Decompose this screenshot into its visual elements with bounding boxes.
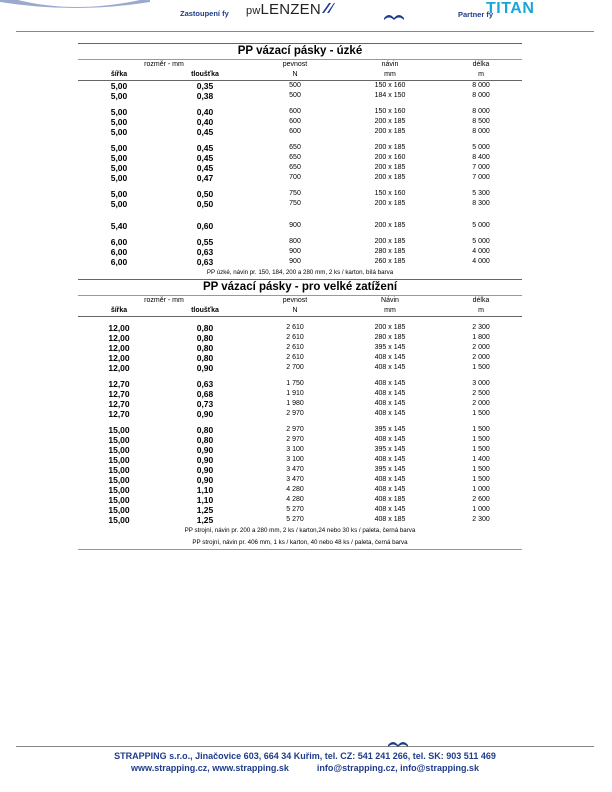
cell-winding: 408 x 145: [374, 400, 406, 407]
cell-length: 5 000: [472, 238, 490, 245]
cell-thickness: 0,47: [196, 173, 214, 183]
cell-width: 12,00: [108, 343, 130, 353]
cell-strength: 2 610: [286, 354, 304, 361]
table-row: [78, 515, 522, 525]
cell-thickness: 0,38: [196, 91, 214, 101]
cell-winding: 408 x 145: [374, 456, 406, 463]
cell-thickness: 0,80: [196, 323, 214, 333]
heavy-length-header: délka: [472, 297, 490, 304]
cell-winding: 408 x 185: [374, 496, 406, 503]
heavy-thickness-header: tloušťka: [160, 306, 250, 317]
cell-winding: 408 x 145: [374, 506, 406, 513]
table-row: [78, 107, 522, 117]
narrow-winding-unit: mm: [340, 70, 440, 81]
cell-thickness: 0,80: [196, 435, 214, 445]
cell-strength: 500: [289, 92, 301, 99]
cell-strength: 4 280: [286, 496, 304, 503]
cell-strength: 900: [289, 248, 301, 255]
cell-thickness: 0,63: [196, 257, 214, 267]
cell-winding: 200 x 185: [374, 144, 406, 151]
heavy-note-row: [78, 525, 522, 537]
table-row: [78, 173, 522, 183]
cell-winding: 408 x 145: [374, 486, 406, 493]
cell-width: 15,00: [108, 505, 130, 515]
heavy-size-header: rozměr - mm: [144, 297, 184, 304]
table-row: [78, 353, 522, 363]
cell-length: 2 600: [472, 496, 490, 503]
heavy-strength-unit: N: [250, 306, 340, 317]
cell-width: 12,00: [108, 363, 130, 373]
cell-winding: 395 x 145: [374, 466, 406, 473]
cell-length: 1 500: [472, 364, 490, 371]
partner-label: Partner fy: [458, 10, 494, 19]
lenzen-pw: pw: [246, 5, 261, 17]
cell-width: 5,00: [110, 143, 128, 153]
cell-width: 5,00: [110, 117, 128, 127]
cell-winding: 395 x 145: [374, 344, 406, 351]
narrow-length-unit: m: [440, 70, 522, 81]
cell-thickness: 1,10: [196, 485, 214, 495]
cell-width: 5,00: [110, 173, 128, 183]
table-row: [78, 379, 522, 389]
cell-winding: 408 x 145: [374, 390, 406, 397]
website-links[interactable]: www.strapping.cz, www.strapping.sk: [131, 763, 289, 773]
cell-length: 8 000: [472, 128, 490, 135]
cell-winding: 200 x 185: [374, 200, 406, 207]
table-row: [78, 81, 522, 92]
table-row: [78, 221, 522, 231]
cell-width: 12,00: [108, 333, 130, 343]
heavy-length-unit: m: [440, 306, 522, 317]
cell-width: 15,00: [108, 515, 130, 525]
table-row: [78, 143, 522, 153]
table-row: [78, 257, 522, 267]
cell-strength: 750: [289, 190, 301, 197]
narrow-title: PP vázací pásky - úzké: [78, 44, 522, 60]
cell-length: 5 300: [472, 190, 490, 197]
cell-strength: 2 970: [286, 436, 304, 443]
cell-length: 4 000: [472, 248, 490, 255]
heavy-winding-unit: mm: [340, 306, 440, 317]
cell-strength: 5 270: [286, 506, 304, 513]
cell-length: 8 500: [472, 118, 490, 125]
cell-length: 8 000: [472, 92, 490, 99]
cell-strength: 650: [289, 164, 301, 171]
cell-thickness: 0,90: [196, 455, 214, 465]
top-divider: [16, 31, 594, 32]
heavy-section: [78, 280, 522, 550]
table-row: [78, 425, 522, 435]
cell-winding: 200 x 185: [374, 222, 406, 229]
cell-length: 1 800: [472, 334, 490, 341]
table-row: [78, 435, 522, 445]
titan-logo: TITAN: [486, 0, 535, 17]
cell-winding: 200 x 185: [374, 164, 406, 171]
cell-winding: 260 x 185: [374, 258, 406, 265]
cell-length: 8 300: [472, 200, 490, 207]
cell-thickness: 0,80: [196, 333, 214, 343]
cell-strength: 5 270: [286, 516, 304, 523]
cell-width: 6,00: [110, 237, 128, 247]
price-table: [78, 43, 522, 550]
table-row: [78, 343, 522, 353]
cell-width: 15,00: [108, 435, 130, 445]
cell-strength: 700: [289, 174, 301, 181]
cell-thickness: 1,10: [196, 495, 214, 505]
cell-winding: 200 x 185: [374, 174, 406, 181]
cell-strength: 600: [289, 108, 301, 115]
cell-length: 1 000: [472, 506, 490, 513]
cell-thickness: 0,60: [196, 221, 214, 231]
cell-width: 12,70: [108, 379, 130, 389]
strapping-logo: [0, 0, 150, 10]
cell-length: 7 000: [472, 174, 490, 181]
row-spacer: [78, 209, 522, 221]
cell-thickness: 0,80: [196, 343, 214, 353]
cell-winding: 150 x 160: [374, 108, 406, 115]
cell-winding: 200 x 185: [374, 128, 406, 135]
cell-length: 1 500: [472, 466, 490, 473]
table-row: [78, 247, 522, 257]
heavy-width-header: šířka: [78, 306, 160, 317]
wave-icon: [384, 12, 404, 20]
cell-length: 2 000: [472, 344, 490, 351]
narrow-width-header: šířka: [78, 70, 160, 81]
page-footer: [16, 750, 594, 774]
table-row: [78, 485, 522, 495]
cell-winding: 200 x 185: [374, 118, 406, 125]
cell-thickness: 1,25: [196, 515, 214, 525]
company-address: STRAPPING s.r.o., Jinačovice 603, 664 34 Kuřim, tel. CZ: 541 241 266, tel. SK: 903 511 469: [114, 751, 496, 761]
cell-strength: 2 610: [286, 334, 304, 341]
cell-length: 8 000: [472, 82, 490, 89]
cell-winding: 280 x 185: [374, 334, 406, 341]
cell-length: 2 000: [472, 400, 490, 407]
cell-length: 8 400: [472, 154, 490, 161]
bottom-divider: [16, 746, 594, 747]
cell-width: 15,00: [108, 485, 130, 495]
cell-winding: 200 x 160: [374, 154, 406, 161]
cell-length: 2 000: [472, 354, 490, 361]
heavy-title: PP vázací pásky - pro velké zatížení: [78, 280, 522, 296]
table-row: [78, 455, 522, 465]
cell-thickness: 0,45: [196, 163, 214, 173]
cell-strength: 500: [289, 82, 301, 89]
cell-strength: 600: [289, 118, 301, 125]
cell-width: 15,00: [108, 465, 130, 475]
cell-thickness: 0,45: [196, 153, 214, 163]
cell-strength: 2 970: [286, 426, 304, 433]
cell-length: 2 500: [472, 390, 490, 397]
cell-width: 5,00: [110, 163, 128, 173]
cell-winding: 408 x 145: [374, 364, 406, 371]
cell-thickness: 0,35: [196, 81, 214, 91]
cell-winding: 280 x 185: [374, 248, 406, 255]
narrow-length-header: délka: [472, 61, 490, 68]
cell-length: 7 000: [472, 164, 490, 171]
cell-length: 5 000: [472, 222, 490, 229]
cell-thickness: 0,45: [196, 127, 214, 137]
narrow-strength-unit: N: [250, 70, 340, 81]
lenzen-logo: [246, 1, 335, 18]
cell-width: 5,00: [110, 199, 128, 209]
cell-strength: 2 970: [286, 410, 304, 417]
cell-length: 5 000: [472, 144, 490, 151]
cell-width: 5,00: [110, 107, 128, 117]
table-row: [78, 153, 522, 163]
cell-thickness: 1,25: [196, 505, 214, 515]
cell-width: 6,00: [110, 247, 128, 257]
cell-thickness: 0,63: [196, 247, 214, 257]
cell-thickness: 0,90: [196, 445, 214, 455]
cell-thickness: 0,90: [196, 409, 214, 419]
table-row: [78, 91, 522, 101]
cell-thickness: 0,55: [196, 237, 214, 247]
cell-thickness: 0,68: [196, 389, 214, 399]
cell-thickness: 0,45: [196, 143, 214, 153]
cell-width: 12,00: [108, 353, 130, 363]
cell-winding: 395 x 145: [374, 446, 406, 453]
cell-length: 4 000: [472, 258, 490, 265]
narrow-strength-header: pevnost: [282, 61, 308, 68]
table-row: [78, 465, 522, 475]
table-row: [78, 237, 522, 247]
cell-strength: 1 750: [286, 380, 304, 387]
cell-strength: 4 280: [286, 486, 304, 493]
cell-winding: 408 x 145: [374, 436, 406, 443]
cell-strength: 1 910: [286, 390, 304, 397]
cell-thickness: 0,50: [196, 189, 214, 199]
cell-strength: 3 100: [286, 446, 304, 453]
cell-strength: 3 470: [286, 476, 304, 483]
cell-winding: 200 x 185: [374, 324, 406, 331]
cell-width: 5,40: [110, 221, 128, 231]
represented-label: Zastoupení fy: [180, 9, 229, 18]
cell-length: 1 400: [472, 456, 490, 463]
cell-thickness: 0,90: [196, 465, 214, 475]
cell-width: 15,00: [108, 445, 130, 455]
cell-width: 5,00: [110, 91, 128, 101]
cell-winding: 150 x 160: [374, 82, 406, 89]
cell-winding: 408 x 145: [374, 380, 406, 387]
cell-thickness: 0,90: [196, 475, 214, 485]
cell-length: 1 500: [472, 426, 490, 433]
cell-strength: 650: [289, 144, 301, 151]
table-row: [78, 189, 522, 199]
table-row: [78, 389, 522, 399]
cell-winding: 395 x 145: [374, 426, 406, 433]
cell-width: 5,00: [110, 81, 128, 91]
heavy-winding-header: Návin: [381, 297, 399, 304]
cell-strength: 2 610: [286, 344, 304, 351]
narrow-note: PP úzké, návin pr. 150, 184, 200 a 280 mm, 2 ks / karton, bílá barva: [206, 269, 394, 276]
cell-thickness: 0,40: [196, 117, 214, 127]
cell-strength: 900: [289, 222, 301, 229]
cell-strength: 800: [289, 238, 301, 245]
cell-thickness: 0,40: [196, 107, 214, 117]
cell-length: 3 000: [472, 380, 490, 387]
table-row: [78, 495, 522, 505]
table-row: [78, 363, 522, 373]
cell-winding: 184 x 150: [374, 92, 406, 99]
cell-thickness: 0,80: [196, 425, 214, 435]
cell-thickness: 0,50: [196, 199, 214, 209]
cell-strength: 2 610: [286, 324, 304, 331]
cell-strength: 900: [289, 258, 301, 265]
cell-length: 2 300: [472, 516, 490, 523]
table-row: [78, 163, 522, 173]
table-row: [78, 323, 522, 333]
cell-width: 5,00: [110, 127, 128, 137]
lenzen-swoosh-icon: [321, 2, 335, 14]
cell-winding: 200 x 185: [374, 238, 406, 245]
table-row: [78, 199, 522, 209]
cell-length: 1 500: [472, 436, 490, 443]
cell-length: 1 500: [472, 476, 490, 483]
cell-length: 1 500: [472, 446, 490, 453]
cell-width: 6,00: [110, 257, 128, 267]
heavy-note-row: [78, 537, 522, 550]
cell-strength: 750: [289, 200, 301, 207]
table-row: [78, 409, 522, 419]
cell-strength: 3 100: [286, 456, 304, 463]
cell-width: 12,70: [108, 409, 130, 419]
table-row: [78, 333, 522, 343]
cell-strength: 2 700: [286, 364, 304, 371]
cell-thickness: 0,63: [196, 379, 214, 389]
cell-length: 1 000: [472, 486, 490, 493]
cell-strength: 650: [289, 154, 301, 161]
narrow-section: [78, 44, 522, 280]
narrow-winding-header: návin: [381, 61, 399, 68]
cell-width: 12,70: [108, 389, 130, 399]
cell-winding: 408 x 185: [374, 516, 406, 523]
email-links[interactable]: info@strapping.cz, info@strapping.sk: [316, 763, 479, 773]
cell-width: 15,00: [108, 475, 130, 485]
footer-wave-icon: [388, 739, 408, 747]
table-row: [78, 445, 522, 455]
page-header: [0, 0, 612, 24]
cell-length: 1 500: [472, 410, 490, 417]
table-row: [78, 475, 522, 485]
heavy-note2: PP strojní, návin pr. 406 mm, 1 ks / karton, 40 nebo 48 ks / paleta, černá barva: [78, 537, 522, 550]
table-row: [78, 127, 522, 137]
table-row: [78, 117, 522, 127]
cell-strength: 3 470: [286, 466, 304, 473]
cell-width: 15,00: [108, 495, 130, 505]
cell-thickness: 0,73: [196, 399, 214, 409]
cell-width: 15,00: [108, 425, 130, 435]
narrow-note-row: [78, 267, 522, 280]
heavy-strength-header: pevnost: [282, 297, 308, 304]
cell-strength: 1 980: [286, 400, 304, 407]
cell-winding: 408 x 145: [374, 354, 406, 361]
cell-length: 8 000: [472, 108, 490, 115]
cell-width: 15,00: [108, 455, 130, 465]
cell-thickness: 0,90: [196, 363, 214, 373]
cell-width: 12,00: [108, 323, 130, 333]
cell-thickness: 0,80: [196, 353, 214, 363]
cell-strength: 600: [289, 128, 301, 135]
table-row: [78, 399, 522, 409]
cell-width: 5,00: [110, 153, 128, 163]
lenzen-name: LENZEN: [260, 1, 321, 18]
cell-winding: 408 x 145: [374, 476, 406, 483]
cell-winding: 150 x 160: [374, 190, 406, 197]
narrow-size-header: rozměr - mm: [144, 61, 184, 68]
cell-width: 12,70: [108, 399, 130, 409]
narrow-thickness-header: tloušťka: [160, 70, 250, 81]
cell-winding: 408 x 145: [374, 410, 406, 417]
cell-width: 5,00: [110, 189, 128, 199]
table-row: [78, 505, 522, 515]
heavy-note1: PP strojní, návin pr. 200 a 280 mm, 2 ks / karton,24 nebo 30 ks / paleta, černá barva: [184, 527, 416, 534]
cell-length: 2 300: [472, 324, 490, 331]
